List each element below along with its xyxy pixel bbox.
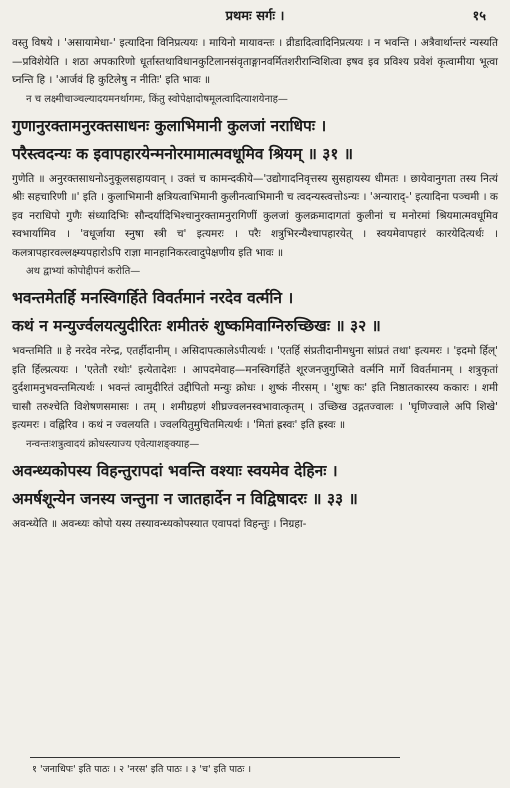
verse-line: कथं न मन्युर्ज्वलयत्युदीरितः शमीतरुं शुष्कमिवाग्निरुच्छिखः ॥ ३२ ॥ (12, 317, 381, 335)
verse-line: परैस्त्वदन्यः क इवापहारयेन्मनोरमामात्मवधूमिव श्रियम् ॥ ३१ ॥ (12, 144, 354, 163)
commentary-paragraph: भवन्तमिति ॥ हे नरदेव नरेन्द्र, एतर्हीदानीम् । असिदापत्कालेऽपीत्यर्थः । 'एतर्हि संप्रतीदानीमधुना सांप्रतं तथा' इत्यमरः । 'इदमो र्हिल्' इति र्हिल्प्रत्ययः । 'एतेतौ रथोः' इत्येतादेशः । आपदमेवाह—मनस्विगर्हिते शूरजनजुगुप्सिते वर्त्मनि मार्गे विवर्तमानम् । शत्रुकृतां दुर्दशामनुभवन्तमित्यर्थः । भवन्तं त्वामुदीरितं उद्दीपितो मन्युः क्रोधः । शुष्कं नीरसम् । 'शुषः कः' इति निष्ठातकारस्य ककारः । शमी चासौ तरुश्चेति विशेषणसमासः । तम् । शमीग्रहणं शीघ्रज्वलनस्वभावात्कृतम् । उच्छिख उद्गतज्वालः । 'घृणिज्वाले अपि शिखे' इत्यमरः । वह्निरिव । कथं न ज्वलयति । ज्वलयितुमुचितमित्यर्थः । 'मितां ह्रस्वः' इति ह्रस्वः ॥ (12, 345, 498, 431)
page-number: १५ (472, 9, 486, 24)
verse-31 (12, 112, 498, 168)
verse-introduction: अथ द्वाभ्यां कोपोद्दीपनं करोति— (26, 266, 141, 277)
verse-line: अमर्षशून्येन जनस्य जन्तुना न जातहार्देन न विद्विषादरः ॥ ३३ ॥ (12, 489, 358, 508)
footnote-rule (30, 757, 400, 758)
commentary-paragraph: वस्तु विषये । 'असायामेधा-' इत्यादिना विनिप्रत्ययः । मायिनो मायावन्तः । व्रीडादित्वादिनिप्रत्ययः । न भवन्ति । अत्रैवार्थान्तरं न्यस्यति—प्रविशेयेति । शठा अपकारिणो धूर्तास्तथाविधानकुटिलानसंवृताङ्गानवर्मितशरीरान्विशित्वा इषव इव प्रविश्य प्रवेशं कृत्वामीया भूत्वा घ्नन्ति हि । 'आर्जवं हि कुटिलेषु न नीतिः' इति भावः ॥ (12, 37, 498, 86)
verse-introduction: न च लक्ष्मीचाञ्चल्यादयमनर्थागमः, किंतु स्वोपेक्षादोषमूलत्वादित्याशयेनाह— (26, 93, 288, 105)
page-body (12, 34, 498, 533)
commentary-paragraph: अवन्ध्येति ॥ अवन्ध्यः कोपो यस्य तस्यावन्ध्यकोपस्यात एवापदां विहन्तुः । निग्रहा- (12, 517, 307, 530)
running-title: प्रथमः सर्गः । (225, 9, 285, 24)
page-header (0, 6, 510, 30)
verse-line: भवन्तमेतर्हि मनस्विगर्हिते विवर्तमानं नरदेव वर्त्मनि । (12, 289, 294, 307)
verse-introduction: नन्वन्तःशत्रुत्वादयं क्रोधस्त्याज्य एवेत्याशङ्क्याह— (26, 438, 200, 450)
verse-33 (12, 457, 498, 513)
commentary-paragraph: गुणेति ॥ अनुरक्तसाधनोऽनुकूलसहायवान् । उक्तं च कामन्दकीये—'उद्योगादनिवृत्तस्य सुसहायस्य धीमतः । छायेवानुगता तस्य नित्यं श्रीः सहचारिणी ॥' इति । कुलाभिमानी क्षत्रियत्वाभिमानी कुलीनत्वाभिमानी च त्वदन्यस्त्वत्तोऽन्यः । 'अन्याराद्-' इत्यादिना पञ्चमी । क इव नराधिपो गुणैः संध्यादिभिः सौन्दर्यादिभिश्चानुरक्तामनुरागिणीं कुलजां कुलक्रमादागतां कुलीनां च मनोरमां श्रियमात्मवधूमिव स्वभार्यामिव । 'वधूर्जाया स्नुषा स्त्री च' इत्यमरः । परैः शत्रुभिरन्यैश्चापहारयेत् । स्वयमेवापहारं कारयेदित्यर्थः । कलत्रापहारवल्लक्ष्म्यपहारोऽपि राज्ञा मानहानिकरत्वादुपेक्षणीय इति भावः ॥ (12, 172, 498, 259)
verse-line: अवन्ध्यकोपस्य विहन्तुरापदां भवन्ति वश्याः स्वयमेव देहिनः । (12, 461, 338, 480)
footnote: १ 'जनाधिपः' इति पाठः । २ 'नरस' इति पाठः । ३ 'च' इति पाठः । (32, 764, 252, 775)
verse-line: गुणानुरक्तामनुरक्तसाधनः कुलाभिमानी कुलजां नराधिपः । (12, 116, 327, 135)
verse-32 (12, 284, 498, 340)
